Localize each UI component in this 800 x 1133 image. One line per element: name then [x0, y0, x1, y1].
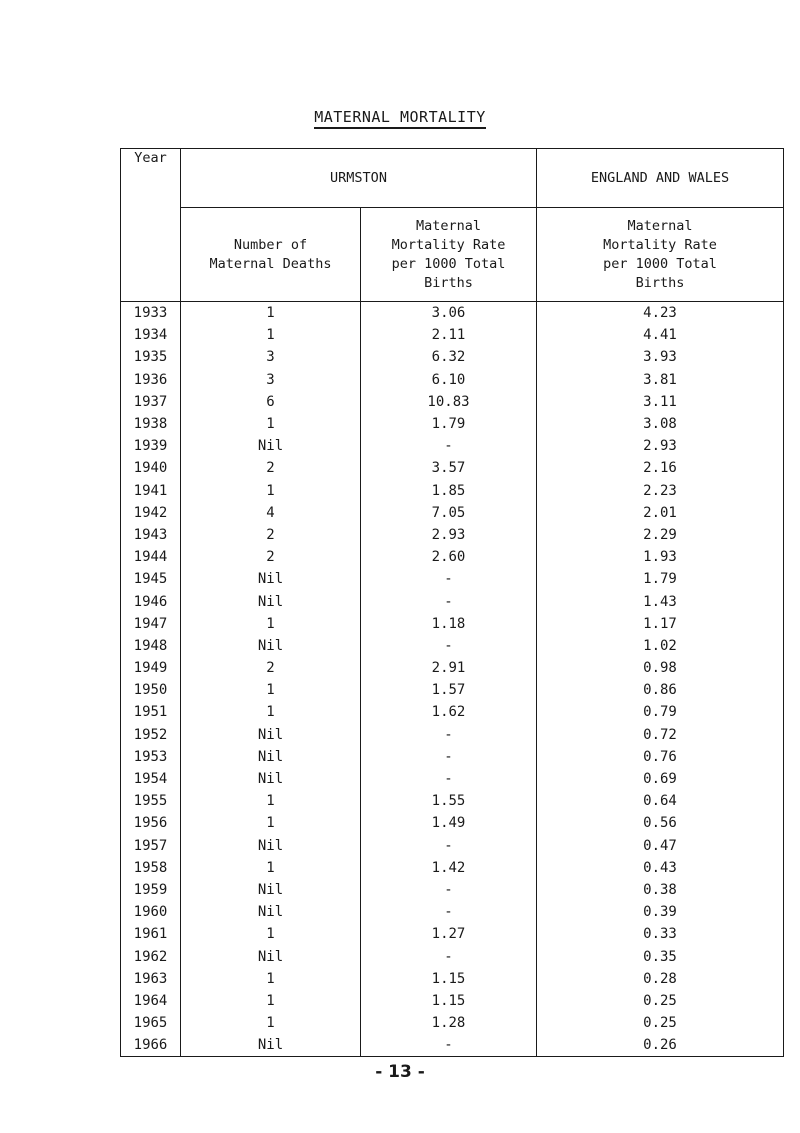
table-row [121, 524, 784, 546]
table-row [121, 923, 784, 945]
table-row [121, 990, 784, 1012]
year-cell: 1952 [121, 724, 181, 746]
urmston-rate-cell: 7.05 [361, 502, 537, 524]
year-cell: 1949 [121, 657, 181, 679]
urmston-rate-cell: 3.06 [361, 302, 537, 325]
table-row [121, 945, 784, 967]
urmston-group-header [181, 149, 537, 208]
year-cell: 1958 [121, 857, 181, 879]
maternal-deaths-cell: Nil [181, 635, 361, 657]
year-cell: 1933 [121, 302, 181, 325]
page-title-text: MATERNAL MORTALITY [314, 108, 486, 129]
england-wales-rate-cell: 3.08 [537, 413, 784, 435]
page-title [0, 108, 800, 126]
ew-rate-header-line-2: Mortality Rate [603, 236, 717, 253]
maternal-deaths-cell: 2 [181, 657, 361, 679]
urmston-rate-cell: 1.15 [361, 990, 537, 1012]
maternal-deaths-cell: 2 [181, 524, 361, 546]
ew-rate-header-line-3: per 1000 Total [603, 255, 717, 272]
table-row [121, 1012, 784, 1034]
maternal-deaths-cell: Nil [181, 879, 361, 901]
year-cell: 1960 [121, 901, 181, 923]
england-wales-rate-cell: 0.35 [537, 945, 784, 967]
year-cell: 1940 [121, 457, 181, 479]
urmston-rate-cell: 1.18 [361, 613, 537, 635]
urmston-rate-header-line-1: Maternal [415, 217, 482, 234]
maternal-deaths-cell: 1 [181, 679, 361, 701]
year-cell: 1957 [121, 835, 181, 857]
urmston-rate-cell: 3.57 [361, 457, 537, 479]
england-wales-rate-cell: 2.23 [537, 480, 784, 502]
year-header-label: Year [134, 150, 167, 166]
table-body [121, 302, 784, 1057]
england-wales-group-header [537, 149, 784, 208]
deaths-header-line-1: Number of [233, 236, 308, 253]
table-row [121, 369, 784, 391]
england-wales-rate-cell: 1.79 [537, 568, 784, 590]
year-cell: 1938 [121, 413, 181, 435]
table-row [121, 790, 784, 812]
maternal-deaths-cell: 1 [181, 968, 361, 990]
year-cell: 1936 [121, 369, 181, 391]
year-cell: 1944 [121, 546, 181, 568]
england-wales-rate-cell: 0.43 [537, 857, 784, 879]
year-cell: 1956 [121, 812, 181, 834]
ew-rate-header-line-1: Maternal [627, 217, 693, 234]
table-row [121, 768, 784, 790]
england-wales-rate-cell: 4.23 [537, 302, 784, 325]
table-row [121, 724, 784, 746]
urmston-rate-cell: 2.60 [361, 546, 537, 568]
table-row [121, 413, 784, 435]
urmston-rate-header-line-4: Births [424, 274, 473, 291]
maternal-deaths-cell: 6 [181, 391, 361, 413]
urmston-rate-cell: 6.10 [361, 369, 537, 391]
year-cell: 1962 [121, 945, 181, 967]
maternal-deaths-cell: Nil [181, 1034, 361, 1057]
table-row [121, 435, 784, 457]
urmston-rate-cell: - [361, 568, 537, 590]
year-cell: 1961 [121, 923, 181, 945]
maternal-deaths-cell: 2 [181, 546, 361, 568]
england-wales-rate-cell: 0.76 [537, 746, 784, 768]
year-cell: 1964 [121, 990, 181, 1012]
table-row [121, 901, 784, 923]
year-cell: 1942 [121, 502, 181, 524]
table-row [121, 457, 784, 479]
urmston-rate-column-header [361, 208, 537, 302]
table-row [121, 746, 784, 768]
england-wales-rate-cell: 2.93 [537, 435, 784, 457]
england-wales-rate-cell: 0.38 [537, 879, 784, 901]
maternal-deaths-cell: Nil [181, 746, 361, 768]
table-row [121, 835, 784, 857]
year-cell: 1959 [121, 879, 181, 901]
maternal-deaths-cell: Nil [181, 901, 361, 923]
urmston-rate-cell: 1.42 [361, 857, 537, 879]
england-wales-header-label: ENGLAND AND WALES [590, 169, 730, 186]
england-wales-rate-cell: 0.47 [537, 835, 784, 857]
england-wales-rate-cell: 0.64 [537, 790, 784, 812]
maternal-deaths-cell: Nil [181, 435, 361, 457]
england-wales-rate-cell: 0.86 [537, 679, 784, 701]
urmston-rate-cell: 1.62 [361, 701, 537, 723]
maternal-deaths-cell: 1 [181, 302, 361, 325]
year-cell: 1954 [121, 768, 181, 790]
table-row [121, 391, 784, 413]
maternal-deaths-cell: Nil [181, 945, 361, 967]
year-cell: 1948 [121, 635, 181, 657]
table-row [121, 857, 784, 879]
year-cell: 1941 [121, 480, 181, 502]
urmston-rate-cell: 2.11 [361, 324, 537, 346]
england-wales-rate-cell: 1.43 [537, 590, 784, 612]
maternal-deaths-cell: 1 [181, 857, 361, 879]
maternal-deaths-cell: 1 [181, 790, 361, 812]
maternal-deaths-cell: 1 [181, 923, 361, 945]
england-wales-rate-cell: 4.41 [537, 324, 784, 346]
maternal-deaths-cell: Nil [181, 768, 361, 790]
year-cell: 1963 [121, 968, 181, 990]
page-number: - 13 - [375, 1062, 425, 1082]
urmston-rate-cell: - [361, 1034, 537, 1057]
urmston-rate-cell: 10.83 [361, 391, 537, 413]
urmston-rate-cell: - [361, 835, 537, 857]
maternal-deaths-cell: 1 [181, 1012, 361, 1034]
maternal-deaths-cell: 1 [181, 812, 361, 834]
england-wales-rate-cell: 3.93 [537, 346, 784, 368]
year-cell: 1939 [121, 435, 181, 457]
urmston-rate-cell: 1.85 [361, 480, 537, 502]
urmston-rate-cell: - [361, 746, 537, 768]
england-wales-rate-cell: 3.11 [537, 391, 784, 413]
urmston-rate-cell: - [361, 635, 537, 657]
urmston-rate-cell: 1.15 [361, 968, 537, 990]
maternal-deaths-cell: Nil [181, 724, 361, 746]
urmston-rate-header-line-3: per 1000 Total [391, 255, 506, 272]
urmston-rate-cell: 2.91 [361, 657, 537, 679]
urmston-rate-cell: - [361, 901, 537, 923]
deaths-column-header [181, 208, 361, 302]
maternal-deaths-cell: 1 [181, 324, 361, 346]
deaths-header-line-2: Maternal Deaths [209, 255, 332, 272]
england-wales-rate-cell: 0.25 [537, 990, 784, 1012]
england-wales-rate-cell: 0.56 [537, 812, 784, 834]
urmston-rate-cell: 2.93 [361, 524, 537, 546]
england-wales-rate-cell: 2.29 [537, 524, 784, 546]
urmston-rate-cell: - [361, 435, 537, 457]
year-cell: 1935 [121, 346, 181, 368]
table-row [121, 635, 784, 657]
urmston-rate-cell: 1.79 [361, 413, 537, 435]
table-row [121, 657, 784, 679]
table-row [121, 568, 784, 590]
maternal-deaths-cell: 4 [181, 502, 361, 524]
england-wales-rate-cell: 0.39 [537, 901, 784, 923]
england-wales-rate-cell: 0.33 [537, 923, 784, 945]
england-wales-rate-cell: 3.81 [537, 369, 784, 391]
urmston-rate-cell: - [361, 945, 537, 967]
maternal-deaths-cell: Nil [181, 568, 361, 590]
england-wales-rate-cell: 0.79 [537, 701, 784, 723]
urmston-rate-cell: 1.28 [361, 1012, 537, 1034]
maternal-mortality-table [120, 148, 784, 1057]
maternal-deaths-cell: 3 [181, 346, 361, 368]
table-row [121, 502, 784, 524]
year-cell: 1953 [121, 746, 181, 768]
year-cell: 1946 [121, 590, 181, 612]
maternal-deaths-cell: 2 [181, 457, 361, 479]
england-wales-rate-cell: 1.17 [537, 613, 784, 635]
ew-rate-header-line-4: Births [635, 274, 685, 291]
year-cell: 1937 [121, 391, 181, 413]
table-row [121, 590, 784, 612]
urmston-rate-cell: 1.55 [361, 790, 537, 812]
year-cell: 1966 [121, 1034, 181, 1057]
urmston-rate-cell: - [361, 879, 537, 901]
maternal-deaths-cell: Nil [181, 835, 361, 857]
year-cell: 1955 [121, 790, 181, 812]
england-wales-rate-cell: 0.25 [537, 1012, 784, 1034]
maternal-deaths-cell: 1 [181, 990, 361, 1012]
england-wales-rate-cell: 2.16 [537, 457, 784, 479]
urmston-rate-cell: - [361, 768, 537, 790]
england-wales-rate-cell: 0.26 [537, 1034, 784, 1057]
england-wales-rate-cell: 2.01 [537, 502, 784, 524]
maternal-deaths-cell: 1 [181, 413, 361, 435]
england-wales-rate-cell: 0.98 [537, 657, 784, 679]
urmston-rate-header-line-2: Mortality Rate [391, 236, 506, 253]
urmston-rate-cell: 1.57 [361, 679, 537, 701]
maternal-deaths-cell: 1 [181, 613, 361, 635]
table-row [121, 879, 784, 901]
table-row [121, 812, 784, 834]
table-row [121, 1034, 784, 1057]
table-row [121, 324, 784, 346]
table-row [121, 480, 784, 502]
table-row [121, 613, 784, 635]
maternal-deaths-cell: 1 [181, 480, 361, 502]
year-cell: 1965 [121, 1012, 181, 1034]
england-wales-rate-cell: 0.69 [537, 768, 784, 790]
year-cell: 1951 [121, 701, 181, 723]
maternal-deaths-cell: Nil [181, 590, 361, 612]
year-cell: 1934 [121, 324, 181, 346]
table-row [121, 701, 784, 723]
urmston-rate-cell: - [361, 590, 537, 612]
table-row [121, 546, 784, 568]
year-cell: 1945 [121, 568, 181, 590]
year-cell: 1947 [121, 613, 181, 635]
urmston-rate-cell: 1.27 [361, 923, 537, 945]
table-row [121, 679, 784, 701]
england-wales-rate-cell: 0.72 [537, 724, 784, 746]
urmston-header-label: URMSTON [330, 169, 387, 186]
england-wales-rate-cell: 0.28 [537, 968, 784, 990]
year-cell: 1950 [121, 679, 181, 701]
england-wales-rate-column-header [537, 208, 784, 302]
maternal-deaths-cell: 3 [181, 369, 361, 391]
urmston-rate-cell: - [361, 724, 537, 746]
england-wales-rate-cell: 1.02 [537, 635, 784, 657]
england-wales-rate-cell: 1.93 [537, 546, 784, 568]
table-row [121, 346, 784, 368]
year-cell: 1943 [121, 524, 181, 546]
table-row [121, 302, 784, 325]
urmston-rate-cell: 6.32 [361, 346, 537, 368]
maternal-deaths-cell: 1 [181, 701, 361, 723]
year-column-header [121, 149, 181, 302]
urmston-rate-cell: 1.49 [361, 812, 537, 834]
table-row [121, 968, 784, 990]
